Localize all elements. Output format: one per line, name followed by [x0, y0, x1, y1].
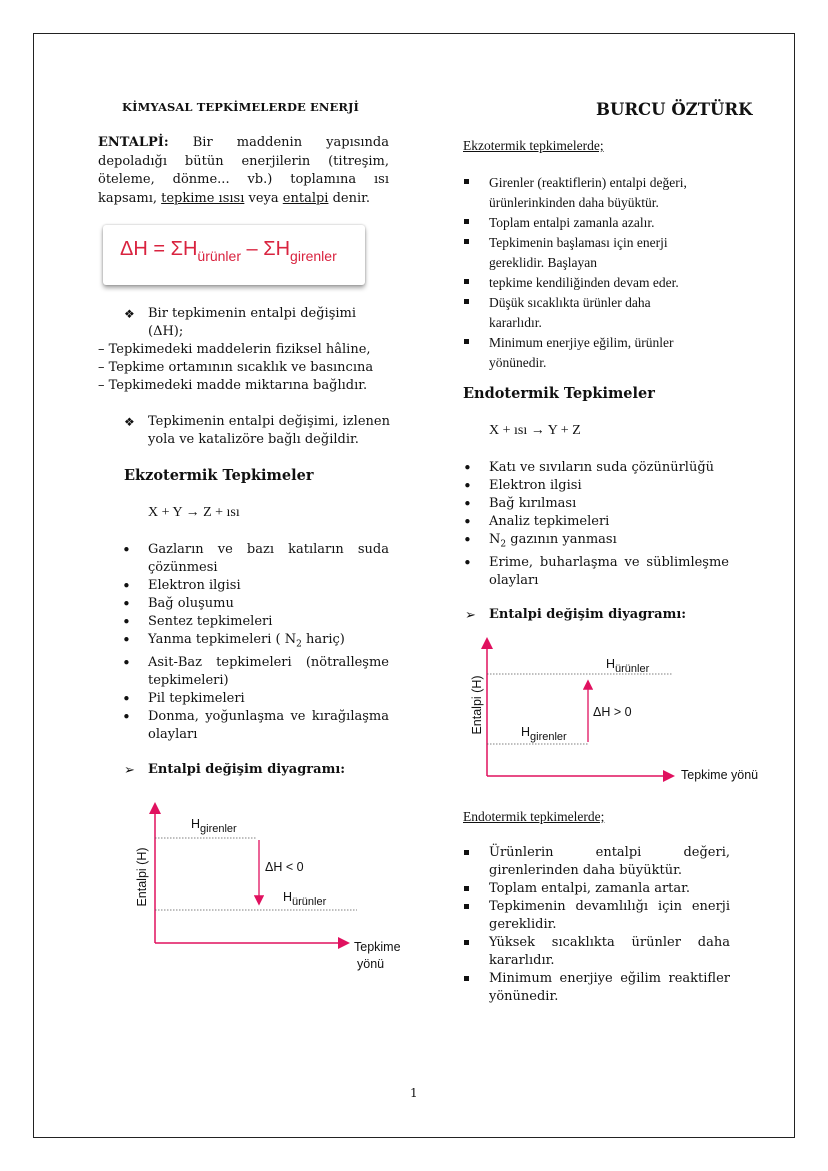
dash-item-2: – Tepkime ortamının sıcaklık ve basıncına [98, 360, 374, 375]
endo-x-axis-label: Tepkime yönü [681, 768, 759, 782]
list-item: • $N_2$ gazının yanması [489, 531, 729, 554]
endo-diagram-title: Entalpi değişim diyagramı: [489, 607, 687, 622]
endo-heading: Endotermik Tepkimeler [463, 385, 655, 402]
endo-y-axis-label: Entalpi (H) [470, 675, 484, 735]
list-item: • Bağ oluşumu [148, 595, 389, 613]
entalpi-definition [98, 134, 389, 208]
entalpi-def-line-4: kapsamı, tepkime ısısı veya entalpi denir. [98, 190, 371, 206]
tepkime-isisi-term: tepkime ısısı [161, 190, 245, 206]
list-item: • Bağ kırılması [489, 495, 729, 513]
list-item: Minimum enerjiye eğilim reaktifler yönünedir. [489, 971, 730, 1004]
dash-item-3: – Tepkimedeki madde miktarına bağlıdır. [98, 378, 368, 393]
list-item: Tepkimenin devamlılığı için enerji gereklidir. [489, 899, 730, 932]
list-item: • Sentez tepkimeleri [148, 613, 389, 631]
list-item: Minimum enerjiye eğilim, ürünler yönünedir. [489, 333, 739, 373]
endo-equation: X + ısı → Y + Z [489, 423, 581, 438]
list-item: Tepkimenin başlaması için enerji gereklidir. Başlayan [489, 233, 739, 273]
list-item: • Elektron ilgisi [489, 477, 729, 495]
indep-line-1: Tepkimenin entalpi değişimi, izlenen [148, 414, 390, 429]
exo-examples-list [148, 541, 389, 744]
document-title: KİMYASAL TEPKİMELERDE ENERJİ [122, 100, 360, 114]
endo-props-list [489, 844, 730, 1006]
diamond-bullet-icon: ❖ [124, 307, 135, 321]
arrow-bullet-icon: ➢ [465, 608, 476, 623]
indep-line-2: yola ve katalizöre bağlı değildir. [148, 432, 359, 447]
depends-line-2: (ΔH); [148, 324, 184, 339]
exo-x-axis-label-1: Tepkime [354, 940, 401, 954]
exo-x-axis-label-2: yönü [357, 957, 385, 971]
dash-item-1: – Tepkimedeki maddelerin fiziksel hâline, [98, 342, 371, 357]
list-item: Yüksek sıcaklıkta ürünler daha kararlıdır. [489, 935, 730, 968]
page-number: 1 [410, 1086, 418, 1100]
exo-props-heading: Ekzotermik tepkimelerde; [463, 138, 604, 153]
exo-delta-label: ΔH < 0 [265, 860, 304, 874]
endo-delta-label: ΔH > 0 [593, 705, 632, 719]
author-name: BURCU ÖZTÜRK [596, 100, 753, 119]
entalpi-label: ENTALPİ: [98, 135, 169, 150]
list-item: Toplam entalpi zamanla azalır. [489, 213, 739, 233]
entalpi-def-line-1: ENTALPİ: Bir maddenin yapısında [98, 135, 389, 150]
list-item: Düşük sıcaklıkta ürünler daha kararlıdır. [489, 293, 739, 333]
list-item: tepkime kendiliğinden devam eder. [489, 273, 739, 293]
entalpi-def-line-3: öteleme, dönme... vb.) toplamına ısı [98, 172, 389, 187]
enthalpy-formula: $\Delta H = \Sigma H_{ürünler} - \Sigma H_{girenler}$ [120, 238, 337, 264]
exo-h-products-label: $H_{ürünler}$ [283, 890, 327, 908]
list-item: • Katı ve sıvıların suda çözünürlüğü [489, 459, 729, 477]
exo-diagram-title: Entalpi değişim diyagramı: [148, 762, 346, 777]
list-item: Ürünlerin entalpi değeri, girenlerinden daha büyüktür. [489, 845, 730, 878]
list-item: • Elektron ilgisi [148, 577, 389, 595]
endo-enthalpy-diagram [470, 630, 690, 785]
list-item: • Analiz tepkimeleri [489, 513, 729, 531]
endo-props-heading: Endotermik tepkimelerde; [463, 809, 605, 824]
exo-heading: Ekzotermik Tepkimeler [124, 467, 314, 484]
entalpi-term: entalpi [282, 190, 329, 206]
list-item: • Donma, yoğunlaşma ve kırağılaşma olayları [148, 708, 389, 744]
endo-examples-list [489, 459, 729, 590]
list-item: • Gazların ve bazı katıların suda çözünmesi [148, 541, 389, 577]
arrow-bullet-icon: ➢ [124, 763, 135, 778]
endo-h-reactants-label: $H_{girenler}$ [521, 725, 567, 743]
list-item: Toplam entalpi, zamanla artar. [489, 880, 730, 898]
list-item: • Yanma tepkimeleri ( $N_2$ hariç) [148, 631, 389, 654]
list-item: • Erime, buharlaşma ve süblimleşme olayları [489, 554, 729, 590]
exo-y-axis-label: Entalpi (H) [135, 847, 149, 907]
entalpi-def-line-2: depoladığı bütün enerjilerin (titreşim, [98, 153, 389, 169]
depends-line-1: Bir tepkimenin entalpi değişimi [148, 306, 357, 321]
diamond-bullet-icon: ❖ [124, 415, 135, 429]
exo-equation: X + Y → Z + ısı [148, 505, 240, 520]
list-item: • Asit-Baz tepkimeleri (nötralleşme tepkimeleri) [148, 654, 389, 690]
exo-props-list [489, 173, 739, 373]
endo-h-products-label: $H_{ürünler}$ [606, 657, 650, 675]
exo-h-reactants-label: $H_{girenler}$ [191, 817, 237, 835]
list-item: • Pil tepkimeleri [148, 690, 389, 708]
list-item: Girenler (reaktiflerin) entalpi değeri, ürünlerinkinden daha büyüktür. [489, 173, 739, 213]
